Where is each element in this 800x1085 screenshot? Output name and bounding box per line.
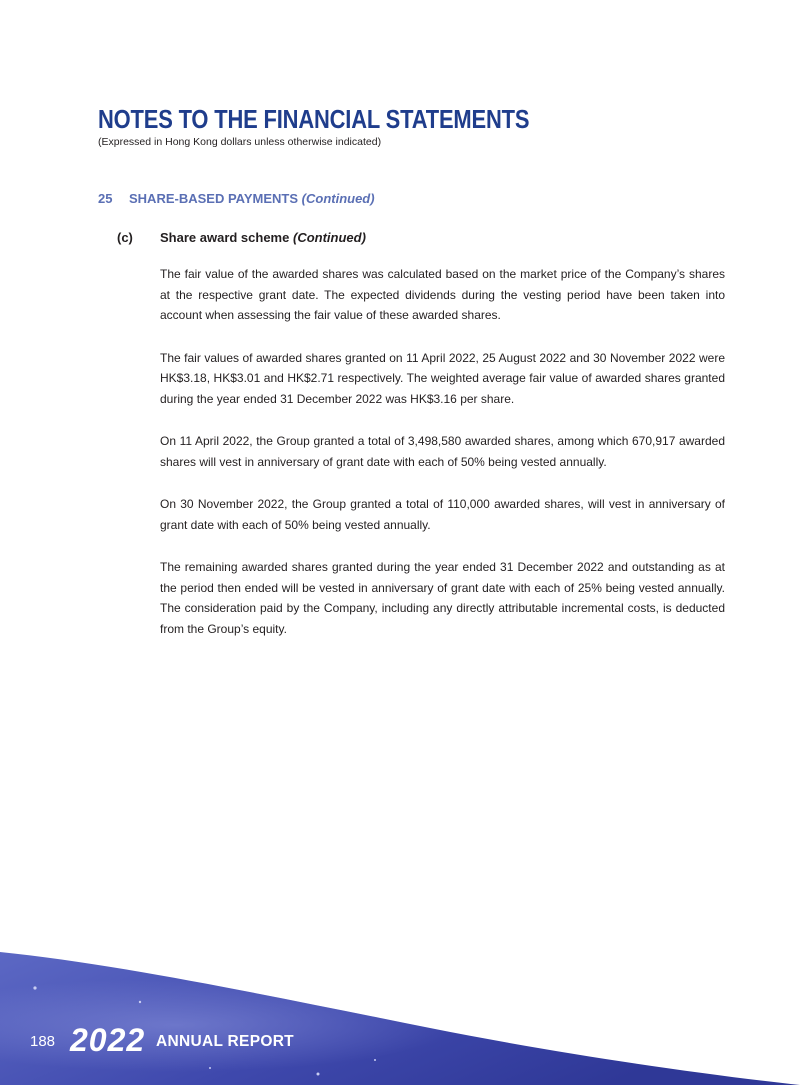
paragraph: The fair values of awarded shares granted on 11 April 2022, 25 August 2022 and 30 November 2022 were HK$3.18, HK$3.01 and HK$2.71 respectively. The weighted average fair value of awarded shares granted during the year ended 31 December 2022 was HK$3.16 per share. <box>160 350 725 406</box>
footer-wave-graphic <box>0 950 800 1085</box>
body-text <box>160 264 725 661</box>
subsection-label: (c) <box>117 230 133 245</box>
paragraph: On 30 November 2022, the Group granted a total of 110,000 awarded shares, will vest in anniversary of grant date with each of 50% being vested annually. <box>160 497 725 532</box>
paragraph: On 11 April 2022, the Group granted a total of 3,498,580 awarded shares, among which 670,917 awarded shares will vest in anniversary of grant date with each of 50% being vested annually. <box>160 434 725 469</box>
subsection-title: Share award scheme <box>160 230 290 245</box>
section-heading <box>98 191 375 206</box>
section-title: SHARE-BASED PAYMENTS <box>129 191 299 206</box>
section-continued: (Continued) <box>301 191 375 206</box>
page-subtitle: (Expressed in Hong Kong dollars unless otherwise indicated) <box>98 136 382 148</box>
subsection-continued: (Continued) <box>292 230 366 245</box>
page-header <box>98 106 600 148</box>
section-number: 25 <box>98 191 113 206</box>
page-title: NOTES TO THE FINANCIAL STATEMENTS <box>98 106 530 134</box>
paragraph: The remaining awarded shares granted during the year ended 31 December 2022 and outstanding as at the period then ended will be vested in anniversary of grant date with each of 25% being vested annually. The consideration paid by the Company, including any directly attributable incremental costs, is deducted from the Group’s equity. <box>160 560 725 636</box>
subsection-heading <box>117 230 366 245</box>
page-number: 188 <box>30 1033 56 1050</box>
report-year: 2022 <box>70 1022 146 1058</box>
report-label: ANNUAL REPORT <box>156 1033 294 1050</box>
footer-band <box>0 950 800 1085</box>
paragraph: The fair value of the awarded shares was calculated based on the market price of the Company’s shares at the respective grant date. The expected dividends during the vesting period have been taken into account when assessing the fair value of these awarded shares. <box>160 267 725 322</box>
